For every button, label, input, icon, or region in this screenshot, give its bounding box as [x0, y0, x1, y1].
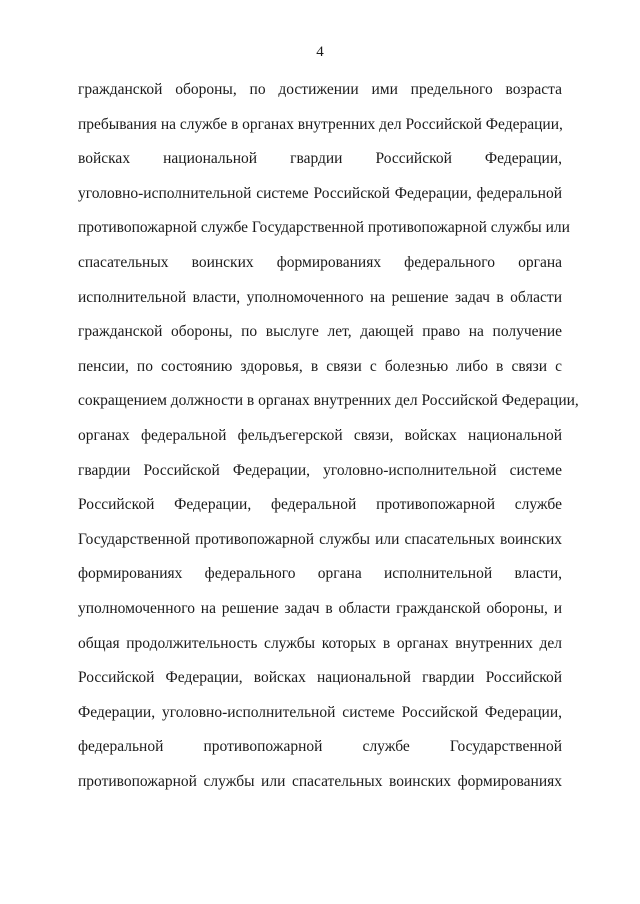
text-line: Государственной противопожарной службы или спасательных воинских: [78, 530, 562, 548]
text-line: Российской Федерации, федеральной противопожарной службе: [78, 496, 562, 514]
text-line: общая продолжительность службы которых в органах внутренних дел: [78, 634, 562, 652]
text-line: уголовно-исполнительной системе Российской Федерации, федеральной: [78, 184, 562, 202]
text-line: спасательных воинских формированиях федерального органа: [78, 253, 562, 271]
text-line: гражданской обороны, по выслуге лет, дающей право на получение: [78, 323, 562, 341]
text-line: противопожарной службе Государственной противопожарной службы или: [78, 219, 570, 237]
page-number: 4: [316, 44, 324, 60]
text-line: пенсии, по состоянию здоровья, в связи с болезнью либо в связи с: [78, 357, 562, 375]
text-line: гвардии Российской Федерации, уголовно-исполнительной системе: [78, 461, 562, 479]
text-line: противопожарной службы или спасательных воинских формированиях: [78, 772, 562, 790]
text-line: уполномоченного на решение задач в области гражданской обороны, и: [78, 599, 562, 617]
text-line: Российской Федерации, войсках национальной гвардии Российской: [78, 669, 562, 687]
text-line: органах федеральной фельдъегерской связи, войсках национальной: [78, 426, 562, 444]
text-line: пребывания на службе в органах внутренних дел Российской Федерации,: [78, 115, 563, 133]
text-line: исполнительной власти, уполномоченного на решение задач в области: [78, 288, 562, 306]
document-body: [78, 77, 579, 803]
text-line: формированиях федерального органа исполнительной власти,: [78, 565, 562, 583]
text-line: сокращением должности в органах внутренних дел Российской Федерации,: [78, 392, 579, 410]
text-line: федеральной противопожарной службе Государственной: [78, 738, 562, 756]
text-line: войсках национальной гвардии Российской Федерации,: [78, 150, 562, 168]
text-line: Федерации, уголовно-исполнительной системе Российской Федерации,: [78, 703, 562, 721]
text-line: гражданской обороны, по достижении ими предельного возраста: [78, 81, 562, 98]
